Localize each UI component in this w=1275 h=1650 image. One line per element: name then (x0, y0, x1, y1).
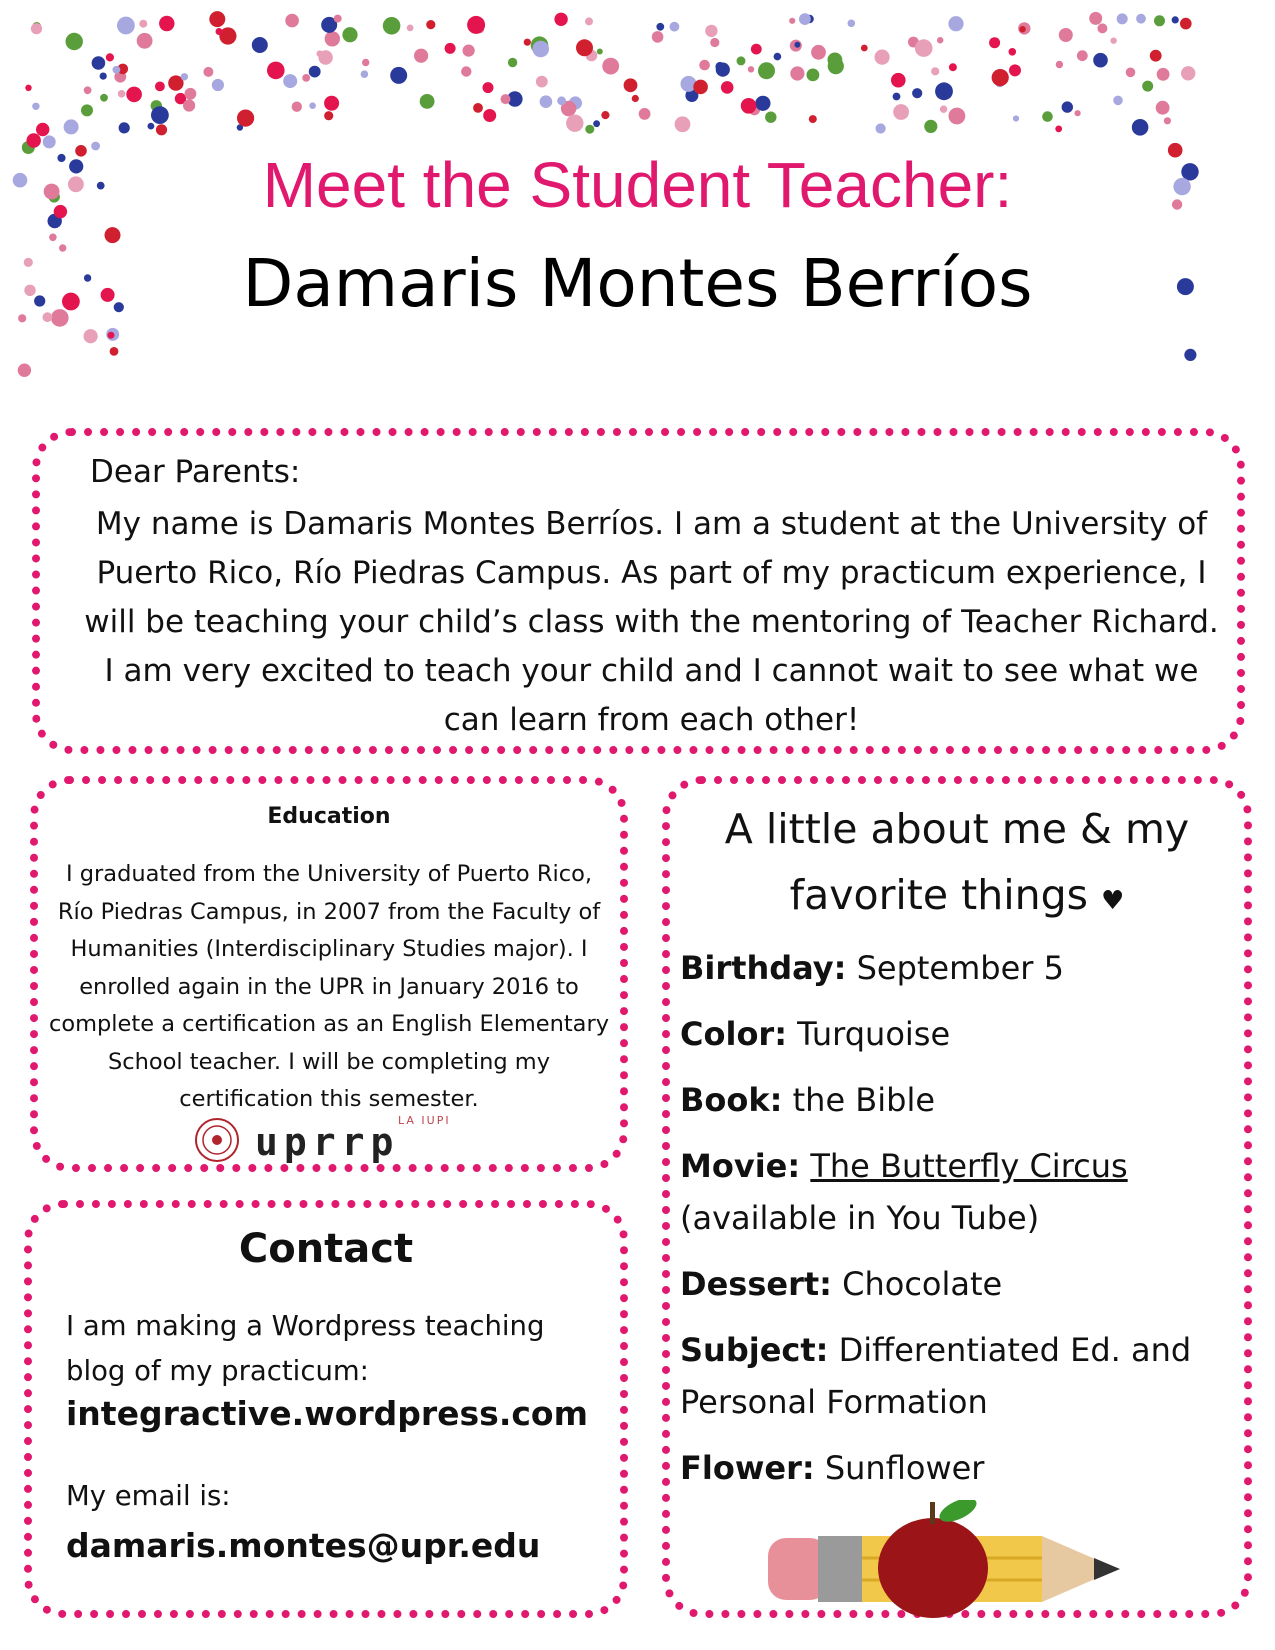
polka-dot (566, 115, 583, 132)
polka-dot (794, 42, 800, 48)
fav-label: Book: (680, 1081, 783, 1119)
fav-value: Chocolate (842, 1265, 1003, 1303)
polka-dot (931, 67, 939, 75)
polka-dot (25, 85, 31, 91)
polka-dot (758, 62, 775, 79)
fav-label: Dessert: (680, 1265, 832, 1303)
polka-dot (1180, 18, 1192, 30)
polka-dot (1136, 14, 1146, 24)
polka-dot (893, 93, 901, 101)
favorite-flower (680, 1442, 1240, 1494)
polka-dot (1156, 101, 1170, 115)
polka-dot (828, 53, 843, 68)
education-title: Education (267, 804, 391, 829)
polka-dot (302, 74, 310, 82)
polka-dot (715, 62, 724, 71)
polka-dot (317, 50, 324, 57)
polka-dot (532, 41, 549, 58)
polka-dot (632, 95, 639, 102)
page-title: Meet the Student Teacher: (262, 149, 1013, 221)
polka-dot (1062, 101, 1073, 112)
polka-dot (807, 69, 820, 82)
polka-dot (383, 17, 401, 35)
fav-value: Differentiated Ed. and (838, 1331, 1192, 1369)
polka-dot (155, 82, 165, 92)
polka-dot (407, 25, 414, 32)
letter-box (32, 428, 1245, 754)
polka-dot (118, 90, 126, 98)
polka-dot (989, 37, 1000, 48)
polka-dot (1059, 28, 1073, 42)
polka-dot (100, 73, 107, 80)
education-body: I graduated from the University of Puerto Rico, Río Piedras Campus, in 2007 from the Faculty of Humanities (Interdisciplinary Studies major). I enrolled again in the UPR in January 2016 to complete a certification as an English Elementary School teacher. I will be completing my certification this semester. (48, 861, 610, 1112)
polka-dot (1019, 26, 1025, 32)
polka-dot (536, 76, 548, 88)
polka-dot (467, 16, 485, 34)
polka-dot (324, 111, 333, 120)
polka-dot (43, 135, 56, 148)
polka-dot (119, 122, 130, 133)
polka-dot (1056, 61, 1063, 68)
polka-dot (325, 31, 340, 46)
polka-dot (334, 15, 342, 23)
contact-title: Contact (238, 1226, 414, 1272)
polka-dot (748, 66, 754, 72)
polka-dot (84, 86, 92, 94)
polka-dot (1009, 64, 1021, 76)
polka-dot (751, 44, 762, 55)
fav-label: Subject: (680, 1331, 829, 1369)
contact-box (24, 1200, 628, 1618)
polka-dot (949, 108, 966, 125)
movie-note: (available in You Tube) (680, 1199, 1040, 1237)
polka-dot (1013, 115, 1019, 121)
polka-dot (27, 133, 41, 147)
polka-dot (126, 87, 142, 103)
polka-dot (1164, 117, 1171, 124)
polka-dot (342, 27, 357, 42)
polka-dot (765, 112, 776, 123)
polka-dot (1132, 119, 1149, 136)
polka-dot (108, 332, 115, 339)
polka-dot (36, 123, 49, 136)
polka-dot (156, 124, 167, 135)
polka-dot (1172, 16, 1179, 23)
polka-dot (912, 88, 922, 98)
polka-dot (285, 14, 299, 28)
polka-dot (137, 33, 153, 49)
logo-small-text: LA IUPI (398, 1114, 451, 1127)
polka-dot (100, 94, 108, 102)
fav-label: Flower: (680, 1449, 815, 1487)
blog-description: I am making a Wordpress teaching blog of my practicum: (66, 1310, 545, 1387)
polka-dot (1055, 125, 1062, 132)
polka-dot (183, 99, 195, 111)
polka-dot (1093, 53, 1108, 68)
polka-dot (585, 17, 593, 25)
about-me-box (662, 776, 1252, 1618)
about-title (670, 796, 1244, 934)
polka-dot (935, 82, 953, 100)
polka-dot (705, 25, 717, 37)
polka-dot (209, 11, 225, 27)
polka-dot (876, 123, 886, 133)
polka-dot (848, 20, 856, 28)
letter-greeting: Dear Parents: (90, 454, 301, 490)
blog-url-link[interactable]: integractive.wordpress.com (66, 1394, 588, 1433)
favorite-color (680, 1008, 1240, 1060)
polka-dot (861, 45, 868, 52)
polka-dot (1110, 38, 1116, 44)
polka-dot (390, 67, 407, 84)
polka-dot (414, 49, 428, 63)
polka-dot (799, 13, 811, 25)
favorite-dessert (680, 1258, 1240, 1310)
polka-dot (508, 58, 517, 67)
polka-dot (1154, 15, 1165, 26)
movie-title: The Butterfly Circus (810, 1147, 1128, 1185)
polka-dot (445, 43, 456, 54)
polka-dot (361, 70, 369, 78)
polka-dot (1089, 12, 1102, 25)
polka-dot (656, 23, 664, 31)
polka-dot (66, 33, 83, 50)
polka-dot (483, 82, 494, 93)
favorite-book (680, 1074, 1240, 1126)
polka-dot (106, 53, 114, 61)
polka-dot (32, 103, 39, 110)
polka-dot (148, 123, 155, 130)
polka-dot (755, 96, 770, 111)
polka-dot (203, 67, 213, 77)
polka-dot (463, 45, 475, 57)
polka-dot (790, 66, 804, 80)
polka-dot (915, 39, 933, 57)
polka-dot (216, 28, 223, 35)
polka-dot (309, 102, 316, 109)
upr-logo (193, 1114, 453, 1164)
polka-dot (1042, 111, 1053, 122)
polka-dot (1181, 66, 1195, 80)
polka-dot (949, 63, 957, 71)
polka-dot (593, 120, 600, 127)
favorite-subject (680, 1324, 1240, 1428)
polka-dot (283, 74, 297, 88)
polka-dot (624, 78, 638, 92)
polka-dot (185, 88, 197, 100)
polka-dot (741, 98, 757, 114)
polka-dot (110, 347, 119, 356)
about-title-line2: favorite things (789, 871, 1088, 919)
education-box (30, 776, 628, 1172)
polka-dot (893, 104, 909, 120)
polka-dot (524, 39, 531, 46)
polka-dot (652, 31, 664, 43)
letter-body: My name is Damaris Montes Berríos. I am a student at the University of Puerto Rico, Río Piedras Campus. As part of my practicum experience, I will be teaching your child’s class with the mentoring of Teacher Richard. I am very excited to teach your child and I cannot wait to see what we can learn from each other! (84, 506, 1219, 738)
polka-dot (948, 16, 963, 31)
polka-dot (237, 110, 254, 127)
polka-dot (181, 73, 188, 80)
polka-dot (1142, 81, 1153, 92)
polka-dot (940, 106, 947, 113)
polka-dot (212, 79, 224, 91)
polka-dot (501, 94, 511, 104)
polka-dot (420, 94, 435, 109)
polka-dot (309, 66, 321, 78)
polka-dot (426, 20, 435, 29)
polka-dot (92, 56, 106, 70)
polka-dot (675, 116, 691, 132)
polka-dot (483, 109, 496, 122)
polka-dot (639, 108, 651, 120)
polka-dot (139, 20, 147, 28)
polka-dot (461, 66, 471, 76)
polka-dot (49, 234, 57, 242)
polka-dot (540, 95, 553, 108)
polka-dot (1097, 23, 1107, 33)
polka-dot (670, 22, 680, 32)
polka-dot (585, 125, 594, 134)
fav-label: Color: (680, 1015, 787, 1053)
polka-dot (554, 13, 567, 26)
email-link[interactable]: damaris.montes@upr.edu (66, 1526, 541, 1565)
polka-dot (473, 103, 483, 113)
polka-dot (31, 23, 42, 34)
pencil-apple-icon (768, 1500, 1148, 1620)
fav-value: Turquoise (797, 1015, 951, 1053)
polka-dot (774, 53, 782, 61)
fav-value: the Bible (792, 1081, 936, 1119)
polka-dot (105, 227, 121, 243)
polka-dot (601, 111, 609, 119)
polka-dot (1009, 48, 1017, 56)
polka-dot (1150, 50, 1162, 62)
polka-dot (576, 39, 593, 56)
teacher-name: Damaris Montes Berríos (242, 245, 1033, 322)
polka-dot (789, 18, 795, 24)
polka-dot (84, 329, 98, 343)
fav-value: September 5 (856, 949, 1064, 987)
logo-text: uprrp (255, 1120, 400, 1164)
polka-dot (710, 38, 719, 47)
polka-dot (602, 58, 619, 75)
heart-icon: ♥ (1101, 886, 1125, 916)
fav-value-line2: Personal Formation (680, 1383, 988, 1421)
polka-dot (1117, 13, 1128, 24)
polka-dot (924, 120, 937, 133)
polka-dot (362, 59, 369, 66)
polka-dot (809, 115, 817, 123)
polka-dot (1126, 68, 1136, 78)
fav-label: Birthday: (680, 949, 847, 987)
polka-dot (117, 17, 135, 35)
favorite-movie (680, 1140, 1240, 1244)
polka-dot (737, 56, 746, 65)
polka-dot (64, 119, 79, 134)
polka-dot (693, 80, 708, 95)
polka-dot (1113, 96, 1123, 106)
polka-dot (18, 364, 31, 377)
about-title-line1: A little about me & my (724, 805, 1190, 853)
polka-dot (891, 73, 906, 88)
polka-dot (1157, 68, 1170, 81)
polka-dot (699, 60, 710, 71)
polka-dot (597, 49, 603, 55)
polka-dot (151, 106, 169, 124)
email-label: My email is: (66, 1480, 231, 1512)
polka-dot (292, 102, 302, 112)
polka-dot (1077, 50, 1088, 61)
polka-dot (1184, 349, 1196, 361)
fav-value: Sunflower (824, 1449, 985, 1487)
polka-dot (267, 62, 285, 80)
polka-dot (557, 96, 566, 105)
polka-dot (159, 16, 174, 31)
polka-dot (81, 104, 93, 116)
polka-dot (937, 37, 943, 43)
polka-dot (1075, 110, 1081, 116)
polka-dot (875, 50, 890, 65)
polka-dot (721, 81, 734, 94)
polka-dot (324, 96, 339, 111)
polka-dot (252, 37, 268, 53)
fav-label: Movie: (680, 1147, 801, 1185)
polka-dot (113, 66, 121, 74)
favorite-birthday (680, 942, 1240, 994)
polka-dot (811, 45, 826, 60)
polka-dot (992, 69, 1009, 86)
